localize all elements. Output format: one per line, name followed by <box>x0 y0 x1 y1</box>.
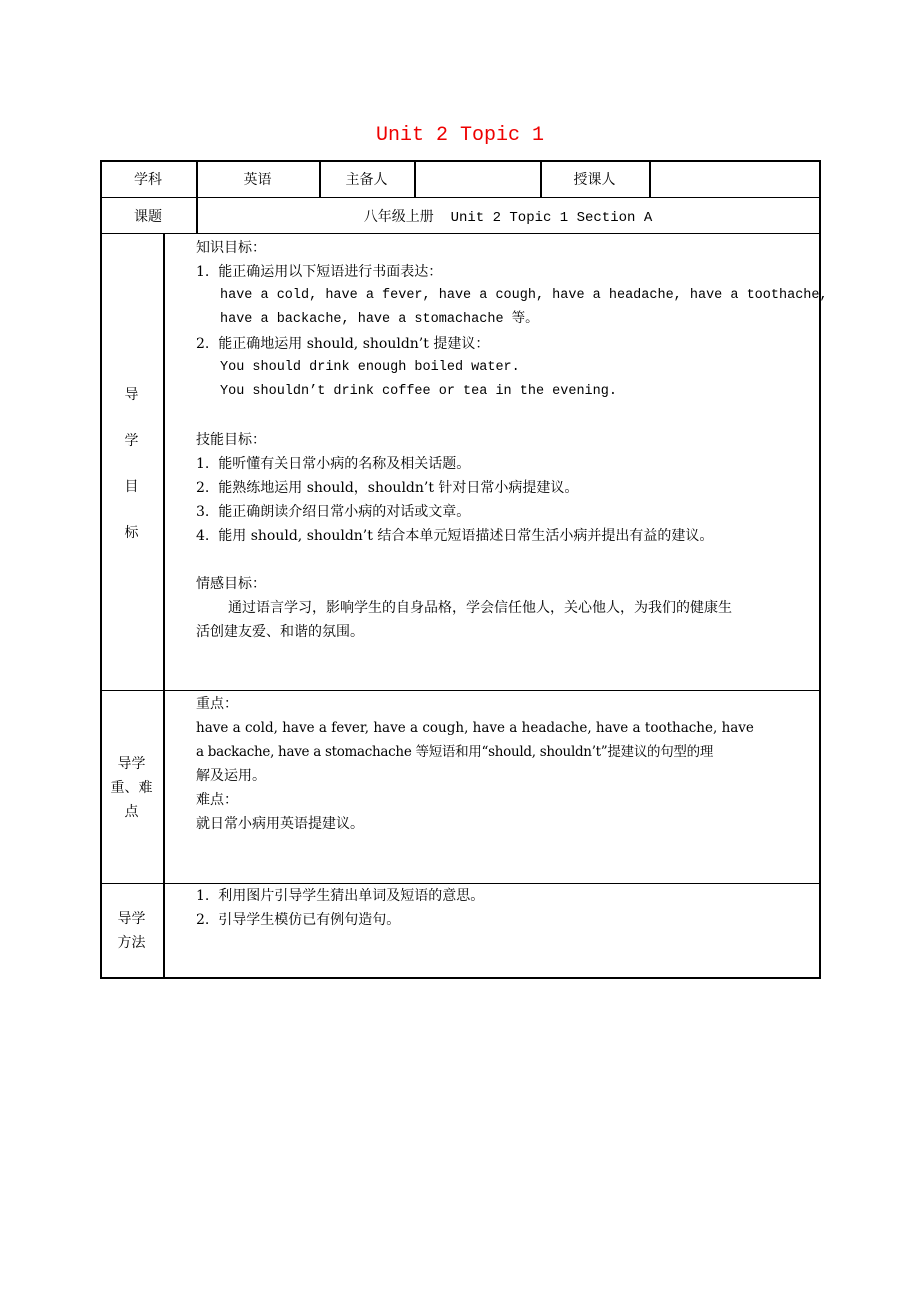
subject-value: 英语 <box>243 172 272 188</box>
keypoints-label: 点 <box>124 804 139 820</box>
teacher-value <box>649 160 820 198</box>
knowledge-1b: have a backache, have a stomachache 等。 <box>220 312 539 327</box>
method-label: 导学 <box>117 911 146 927</box>
knowledge-1a: have a cold, have a fever, have a cough, have a headache, have a toothache, <box>220 288 828 303</box>
document-title: Unit 2 Topic 1 <box>375 124 545 147</box>
knowledge-title: 知识目标： <box>196 240 266 256</box>
knowledge-1: 1. 能正确运用以下短语进行书面表达： <box>196 264 443 280</box>
keypoints-label: 重、难 <box>110 780 153 796</box>
skill-4: 4. 能用 should, shouldn’t 结合本单元短语描述日常生活小病并提出有益的建议。 <box>196 528 714 544</box>
knowledge-2: 2. 能正确地运用 should, shouldn’t 提建议： <box>196 336 490 352</box>
skill-1: 1. 能听懂有关日常小病的名称及相关话题。 <box>196 456 471 472</box>
preparer-value <box>414 160 540 198</box>
topic-value: 八年级上册 Unit 2 Topic 1 Section A <box>363 209 653 226</box>
goals-label: 导 <box>124 387 139 403</box>
difficulty-title: 难点： <box>196 792 238 808</box>
method-label: 方法 <box>117 935 146 951</box>
difficulty-line-1: 就日常小病用英语提建议。 <box>196 816 364 832</box>
emotion-2: 活创建友爱、和谐的氛围。 <box>196 624 364 640</box>
key-line-3: 解及运用。 <box>196 768 266 784</box>
keypoints-label: 导学 <box>117 756 146 772</box>
goals-label: 目 <box>124 479 139 495</box>
subject-label: 学科 <box>134 172 162 188</box>
topic-label: 课题 <box>134 208 162 225</box>
emotion-title: 情感目标： <box>196 576 266 592</box>
method-2: 2. 引导学生模仿已有例句造句。 <box>196 912 401 928</box>
key-line-2: a backache, have a stomachache 等短语和用“should, shouldn’t”提建议的句型的理 <box>196 744 714 760</box>
key-line-1: have a cold, have a fever, have a cough, have a headache, have a toothache, have <box>196 720 754 736</box>
skill-3: 3. 能正确朗读介绍日常小病的对话或文章。 <box>196 504 471 520</box>
emotion-1: 通过语言学习，影响学生的自身品格，学会信任他人，关心他人，为我们的健康生 <box>228 600 732 616</box>
key-title: 重点： <box>196 696 238 712</box>
knowledge-2b: You shouldn’t drink coffee or tea in the evening. <box>220 384 617 399</box>
preparer-label: 主备人 <box>345 172 388 188</box>
knowledge-2a: You should drink enough boiled water. <box>220 360 520 375</box>
skill-2: 2. 能熟练地运用 should，shouldn’t 针对日常小病提建议。 <box>196 480 579 496</box>
goals-label: 学 <box>124 433 139 449</box>
skill-title: 技能目标： <box>196 432 266 448</box>
teacher-label: 授课人 <box>573 172 616 188</box>
method-1: 1. 利用图片引导学生猜出单词及短语的意思。 <box>196 888 485 904</box>
goals-label: 标 <box>124 525 139 541</box>
